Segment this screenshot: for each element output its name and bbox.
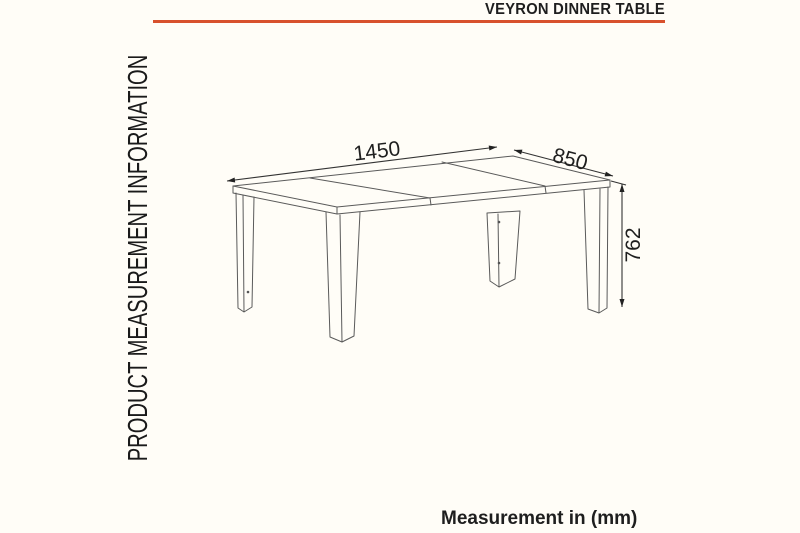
leg-back-inner [487,211,520,287]
arrowhead-icon [620,184,625,192]
product-title: VEYRON DINNER TABLE [485,1,665,18]
arrowhead-icon [514,150,522,155]
arrowhead-icon [489,146,497,151]
arrowhead-icon [227,178,235,183]
arrowhead-icon [605,172,613,177]
leg-front-left [236,193,254,312]
tabletop-leaf-line-left [310,178,431,205]
sidebar-vertical-label: PRODUCT MEASUREMENT INFORMATION [122,54,153,462]
leg-back-screw-hole-upper [498,221,501,224]
measurement-unit-note: Measurement in (mm) [441,508,638,529]
leg-front-left-screw-hole [247,291,250,294]
dimension-label-depth: 850 [550,143,591,176]
leg-back-screw-hole-lower [498,262,501,265]
table-legs [236,187,608,342]
dimension-length [227,137,497,182]
dimension-height-extension-line [611,181,626,185]
dimension-label-length: 1450 [352,137,402,166]
dimension-label-height: 762 [622,227,645,263]
dimension-height [611,181,645,307]
leg-right [584,187,608,313]
arrowhead-icon [620,299,625,307]
leg-front-corner [326,212,360,342]
